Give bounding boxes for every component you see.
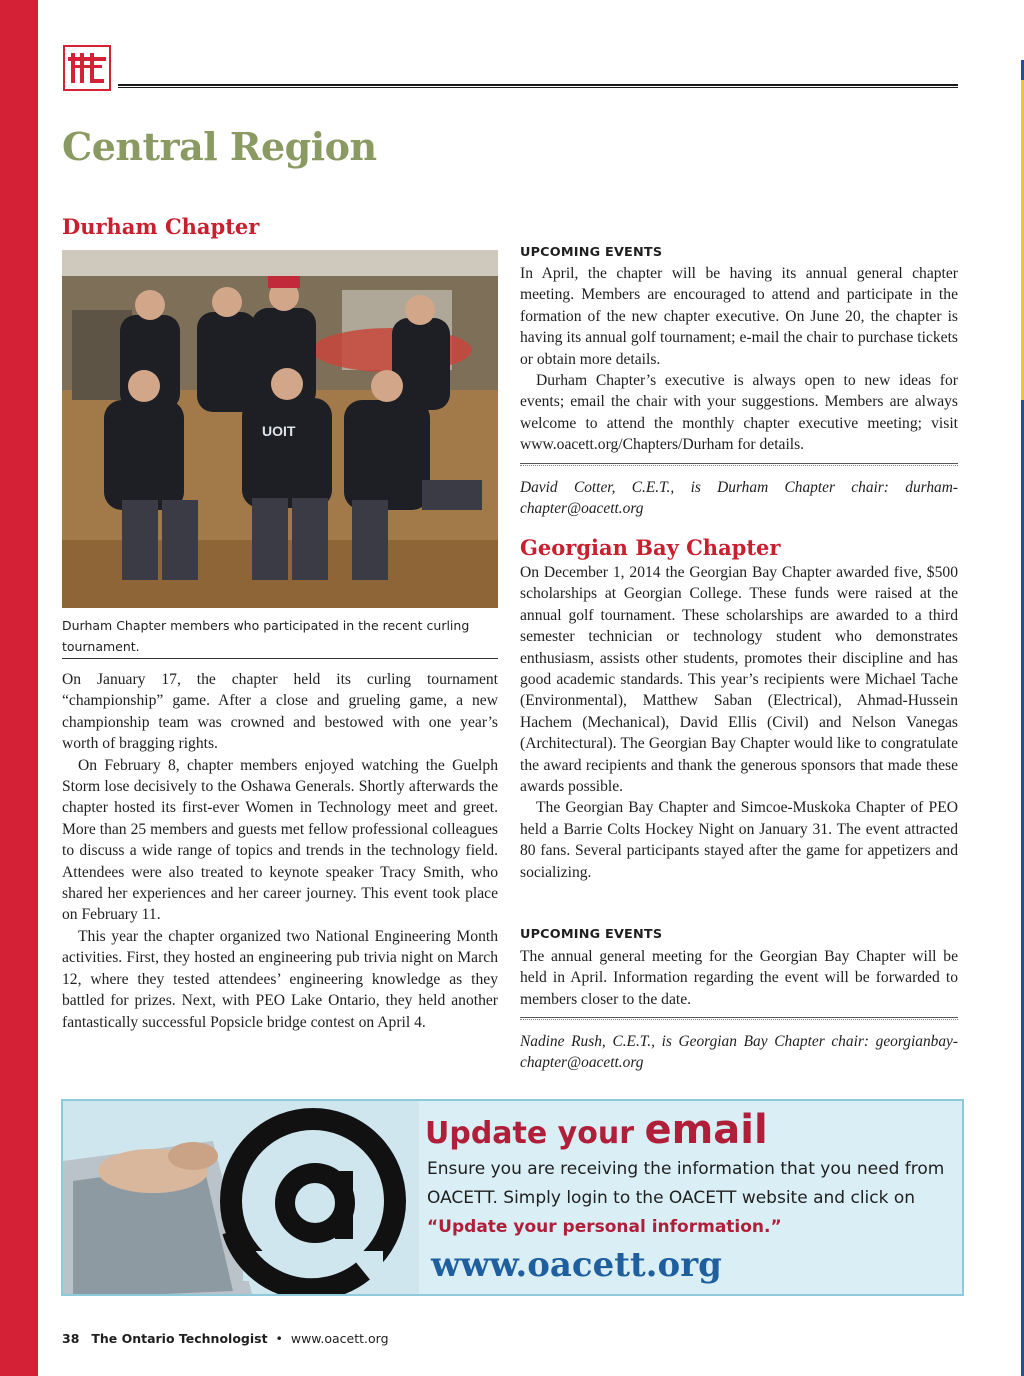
georgian-signature: Nadine Rush, C.E.T., is Georgian Bay Chapter chair: georgianbay-chapter@oacett.org [520, 1033, 958, 1072]
ad-title-email: email [644, 1107, 768, 1153]
durham-signature-rule [520, 463, 958, 466]
ad-url-link[interactable]: www.oacett.org [431, 1245, 722, 1285]
ad-body [427, 1155, 947, 1242]
header-rule [118, 84, 958, 88]
left-accent-bar [0, 0, 38, 1376]
georgian-upcoming-heading: UPCOMING EVENTS [520, 927, 663, 942]
durham-upcoming-heading: UPCOMING EVENTS [520, 245, 663, 260]
durham-upcoming-paragraph-2: Durham Chapter’s executive is always open to new ideas for events; email the chair with your suggestions. Members are always welcome to attend the monthly chapter executive meeting; visit www.oacett.org/Chapters/Durham for details. [520, 372, 958, 454]
durham-upcoming-paragraph-1: In April, the chapter will be having its annual general chapter meeting. Members are encouraged to attend and participate in the formation of the new chapter executive. On June 20, the chapter is having its annual golf tournament; e-mail the chair to purchase tickets or obtain more details. [520, 265, 958, 368]
durham-chapter-title: Durham Chapter [62, 214, 260, 239]
publication-name: The Ontario Technologist [91, 1331, 268, 1346]
georgian-upcoming-body [520, 946, 958, 1010]
page-footer [62, 1331, 389, 1346]
durham-upcoming-body [520, 263, 958, 456]
georgian-paragraph-1: On December 1, 2014 the Georgian Bay Chapter awarded five, $500 scholarships at Georgian College. These funds were raised at the annual golf tournament. These scholarships are awarded to a third semester technician or technology student who demonstrates enthusiasm, assists other students, promotes their discipline and has good academic standards. This year’s recipients were Michael Tache (Environmental), Matthew Saban (Electrical), Ahmad-Hussein Hachem (Mechanical), David Ellis (Civil) and Nelson Vanegas (Architectural). The Georgian Bay Chapter would like to congratulate the award recipients and thank the generous sponsors that made these awards possible. [520, 564, 958, 796]
svg-text:UOIT: UOIT [262, 423, 296, 439]
durham-paragraph-1: On January 17, the chapter held its curling tournament “championship” game. After a close and grueling game, a new championship team was crowned and bestowed with one year’s worth of bragging rights. [62, 671, 498, 753]
ad-update-info-link[interactable]: “Update your personal information.” [427, 1217, 782, 1237]
ad-title [425, 1107, 768, 1153]
region-title: Central Region [62, 124, 377, 169]
update-email-ad[interactable] [61, 1099, 964, 1296]
georgian-bay-chapter-title: Georgian Bay Chapter [520, 535, 781, 560]
page-number: 38 [62, 1331, 80, 1346]
georgian-body [520, 562, 958, 883]
ad-title-prefix: Update your [425, 1116, 645, 1151]
ad-body-text: Ensure you are receiving the information that you need from OACETT. Simply login to the OACETT website and click on [427, 1159, 945, 1208]
footer-site-link[interactable]: www.oacett.org [290, 1331, 389, 1346]
durham-paragraph-2: On February 8, chapter members enjoyed watching the Guelph Storm lose decisively to the Oshawa Generals. Shortly afterwards the chapter hosted its first-ever Women in Technology meet and greet. More than 25 members and guests met fellow professional colleagues to discuss a wide range of topics and trends in the technology field. Attendees were also treated to keynote speaker Tracy Smith, who shared her experiences and her career journey. This event took place on February 11. [62, 756, 498, 924]
durham-body [62, 669, 498, 1033]
georgian-signature-rule [520, 1017, 958, 1020]
georgian-paragraph-2: The Georgian Bay Chapter and Simcoe-Muskoka Chapter of PEO held a Barrie Colts Hockey Night on January 31. The event attracted 80 fans. Several participants stayed after the game for appetizers and socializing. [520, 799, 958, 881]
durham-paragraph-3: This year the chapter organized two National Engineering Month activities. First, they hosted an engineering pub trivia night on March 12, where they tested attendees’ engineering knowledge as they battled for prizes. Next, with PEO Lake Ontario, they held another fantastically successful Popsicle bridge contest on April 4. [62, 927, 498, 1031]
ttt-logo [63, 45, 111, 91]
durham-group-photo [62, 250, 498, 608]
footer-separator: • [275, 1331, 283, 1346]
georgian-upcoming-paragraph: The annual general meeting for the Georgian Bay Chapter will be held in April. Information regarding the event will be forwarded to members closer to the date. [520, 948, 958, 1008]
at-sign-laptop-image [63, 1101, 419, 1296]
durham-photo-caption: Durham Chapter members who participated in the recent curling tournament. [62, 618, 470, 654]
ttt-logo-icon [65, 47, 109, 89]
durham-signature: David Cotter, C.E.T., is Durham Chapter chair: durham-chapter@oacett.org [520, 479, 958, 518]
caption-rule [62, 658, 498, 659]
